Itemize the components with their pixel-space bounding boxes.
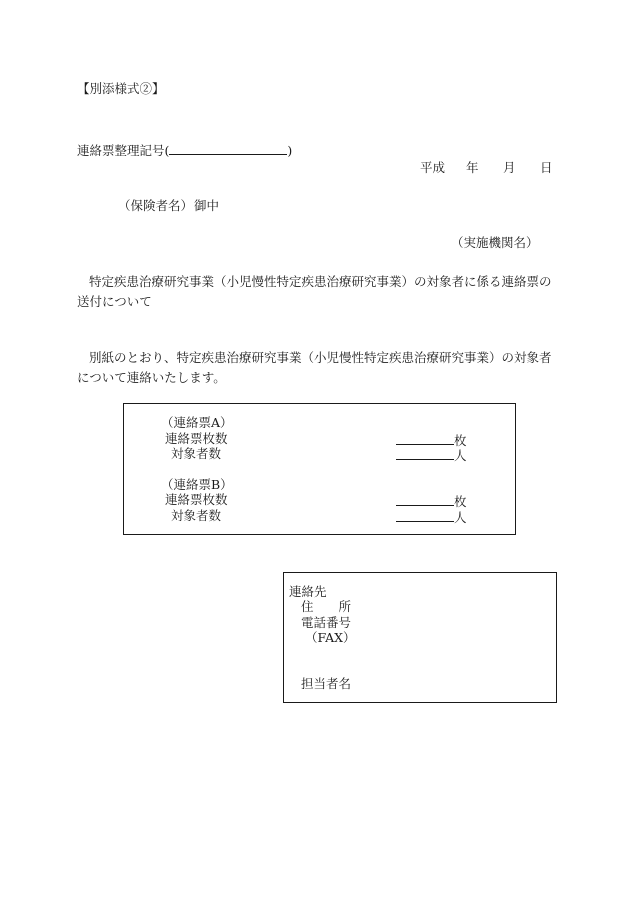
group-b-sheets-label: 連絡票枚数	[165, 492, 228, 507]
ref-number-close: )	[287, 143, 293, 158]
contact-box	[283, 572, 557, 703]
ref-number-open: (	[164, 143, 170, 158]
group-b-persons-unit: 人	[454, 510, 467, 525]
date-era: 平成	[420, 160, 446, 175]
date-month: 月	[503, 160, 516, 175]
summary-box	[123, 403, 516, 535]
contact-title: 連絡先	[289, 584, 327, 599]
addressee-name: （保険者名）	[118, 198, 194, 213]
group-a-persons-label: 対象者数	[171, 446, 222, 461]
group-a-persons-row	[396, 446, 467, 464]
addressee-honorific: 御中	[194, 198, 220, 213]
group-b-persons-field[interactable]	[396, 508, 454, 522]
group-a-sheets-unit: 枚	[454, 433, 467, 448]
sender-name: （実施機関名）	[451, 235, 539, 250]
date-year: 年	[466, 160, 479, 175]
date-day: 日	[540, 160, 553, 175]
group-b-title: （連絡票B）	[161, 477, 233, 492]
contact-address-label: 住 所	[301, 599, 352, 614]
group-a-persons-unit: 人	[454, 448, 467, 463]
ref-number-field[interactable]	[169, 141, 287, 155]
group-a-sheets-field[interactable]	[396, 431, 454, 445]
group-b-persons-row	[396, 508, 467, 526]
ref-number-row	[77, 141, 292, 159]
group-b-sheets-field[interactable]	[396, 492, 454, 506]
ref-number-label: 連絡票整理記号	[77, 143, 165, 158]
body-text: 別紙のとおり、特定疾患治療研究事業（小児慢性特定疾患治療研究事業）の対象者について連絡いたします。	[77, 350, 552, 385]
group-a-persons-field[interactable]	[396, 446, 454, 460]
group-b-sheets-unit: 枚	[454, 494, 467, 509]
contact-fax-label: （FAX）	[305, 630, 356, 645]
contact-person-label: 担当者名	[301, 676, 352, 691]
subject-text: 特定疾患治療研究事業（小児慢性特定疾患治療研究事業）の対象者に係る連絡票の送付について	[77, 274, 552, 309]
form-label: 【別添様式②】	[77, 81, 165, 96]
contact-phone-label: 電話番号	[301, 615, 352, 630]
group-b-persons-label: 対象者数	[171, 508, 222, 523]
group-a-title: （連絡票A）	[161, 415, 233, 430]
group-a-sheets-label: 連絡票枚数	[165, 431, 228, 446]
